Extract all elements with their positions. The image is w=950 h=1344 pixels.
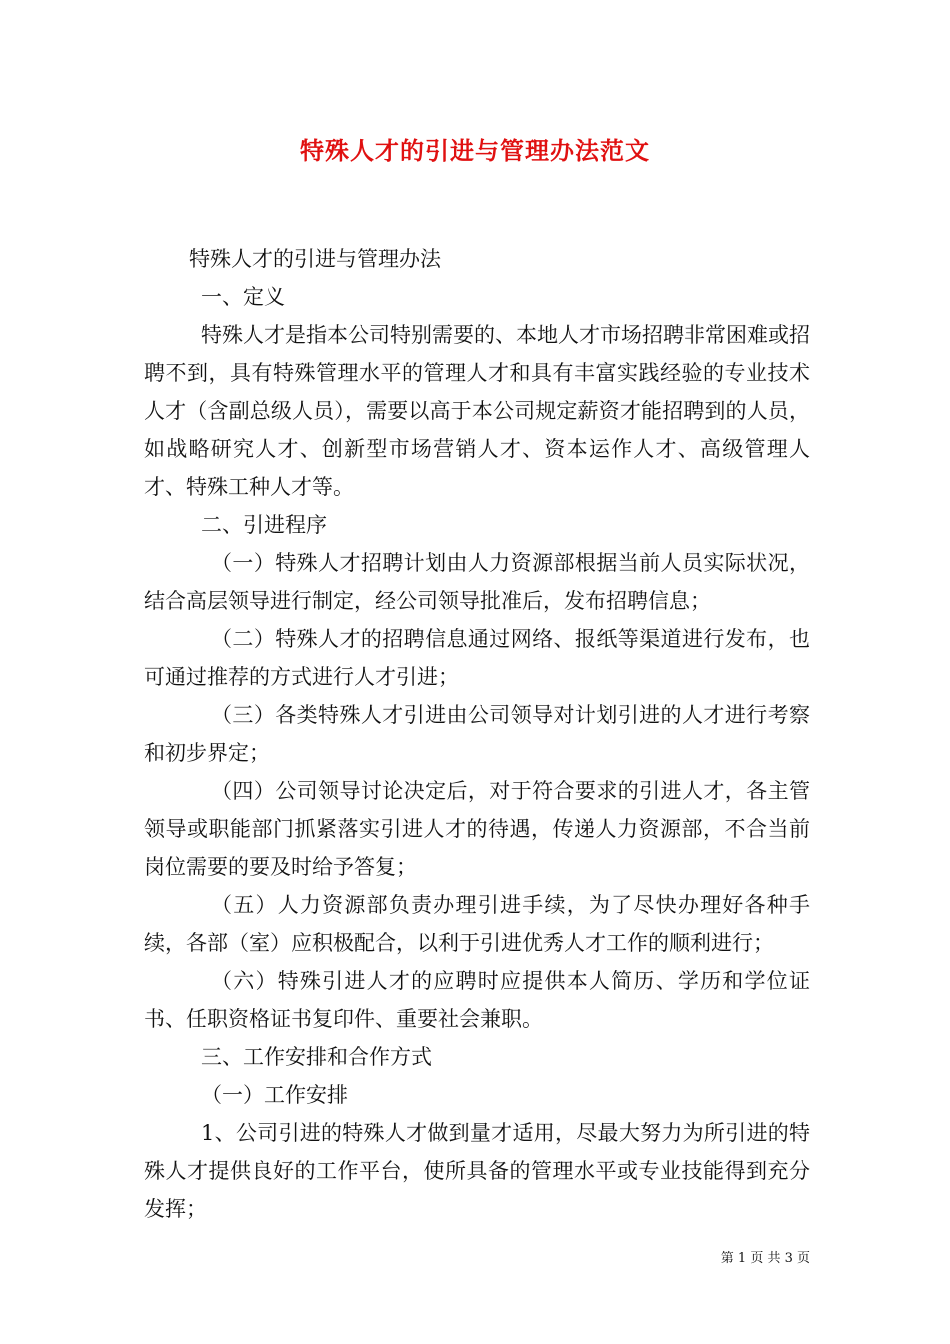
document-subtitle: 特殊人才的引进与管理办法 [189,247,441,271]
document-title: 特殊人才的引进与管理办法范文 [300,136,650,165]
section-heading: 三、工作安排和合作方式 [201,1045,432,1069]
list-item: （五）人力资源部负责办理引进手续，为了尽快办理好各种手续，各部（室）应积极配合，以利于引进优秀人才工作的顺利进行； [144,893,810,955]
list-item: （六）特殊引进人才的应聘时应提供本人简历、学历和学位证书、任职资格证书复印件、重要社会兼职。 [144,969,810,1031]
list-item: （四）公司领导讨论决定后，对于符合要求的引进人才，各主管领导或职能部门抓紧落实引进人才的待遇，传递人力资源部，不合当前岗位需要的要及时给予答复； [144,779,810,879]
list-item: （一）特殊人才招聘计划由人力资源部根据当前人员实际状况，结合高层领导进行制定，经公司领导批准后，发布招聘信息； [144,551,810,613]
page-number: 第 1 页 共 3 页 [720,1251,810,1266]
section-heading: 一、定义 [201,285,285,309]
section-heading: 二、引进程序 [201,513,327,537]
list-item: （三）各类特殊人才引进由公司领导对计划引进的人才进行考察和初步界定； [144,703,810,765]
subsection-heading: （一）工作安排 [201,1083,348,1107]
paragraph: 1、公司引进的特殊人才做到量才适用，尽最大努力为所引进的特殊人才提供良好的工作平台，使所具备的管理水平或专业技能得到充分发挥； [144,1121,810,1221]
paragraph: 特殊人才是指本公司特别需要的、本地人才市场招聘非常困难或招聘不到，具有特殊管理水平的管理人才和具有丰富实践经验的专业技术人才（含副总级人员），需要以高于本公司规定薪资才能招聘到的人员，如战略研究人才、创新型市场营销人才、资本运作人才、高级管理人才、特殊工种人才等。 [144,323,810,499]
document-body [144,240,810,1228]
list-item: （二）特殊人才的招聘信息通过网络、报纸等渠道进行发布，也可通过推荐的方式进行人才引进； [144,627,810,689]
